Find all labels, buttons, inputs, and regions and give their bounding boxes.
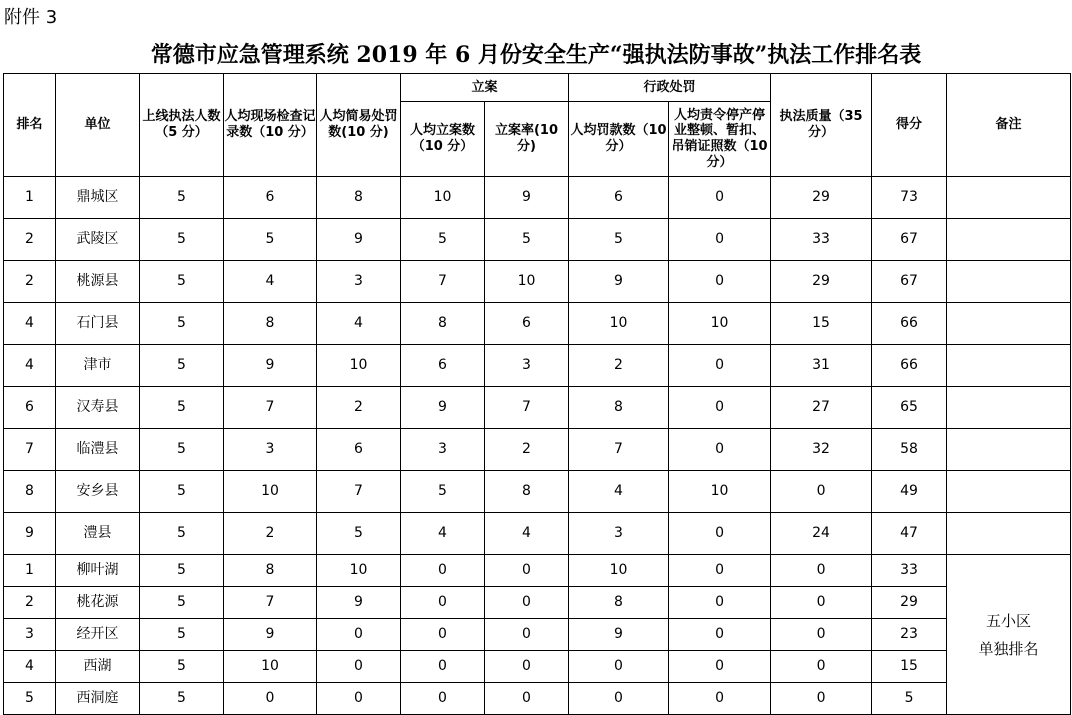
avg-filing-cell: 8 — [401, 303, 485, 345]
unit-cell: 经开区 — [56, 619, 140, 651]
avg-fine-cell: 9 — [569, 261, 669, 303]
col-remark: 备注 — [947, 74, 1071, 177]
score-cell: 33 — [872, 555, 947, 587]
rank-cell: 3 — [4, 619, 56, 651]
score-cell: 73 — [872, 177, 947, 219]
remark-line-1: 五小区 — [986, 611, 1032, 630]
quality-cell: 32 — [771, 429, 872, 471]
inspection-cell: 2 — [224, 513, 317, 555]
online-cell: 5 — [140, 387, 224, 429]
score-cell: 66 — [872, 303, 947, 345]
table-row — [4, 177, 1071, 219]
unit-cell: 汉寿县 — [56, 387, 140, 429]
avg-fine-cell: 6 — [569, 177, 669, 219]
online-cell: 5 — [140, 651, 224, 683]
filing-rate-cell: 6 — [485, 303, 569, 345]
col-simple-penalty: 人均简易处罚数(10 分) — [317, 74, 401, 177]
online-cell: 5 — [140, 429, 224, 471]
rank-cell: 6 — [4, 387, 56, 429]
suspension-cell: 0 — [669, 345, 771, 387]
inspection-cell: 3 — [224, 429, 317, 471]
quality-cell: 0 — [771, 471, 872, 513]
simple-penalty-cell: 8 — [317, 177, 401, 219]
simple-penalty-cell: 9 — [317, 219, 401, 261]
unit-cell: 西洞庭 — [56, 683, 140, 715]
quality-cell: 0 — [771, 651, 872, 683]
table-row — [4, 471, 1071, 513]
inspection-cell: 8 — [224, 303, 317, 345]
unit-cell: 桃源县 — [56, 261, 140, 303]
unit-cell: 临澧县 — [56, 429, 140, 471]
rank-cell: 4 — [4, 345, 56, 387]
avg-fine-cell: 7 — [569, 429, 669, 471]
filing-rate-cell: 5 — [485, 219, 569, 261]
table-row — [4, 345, 1071, 387]
table-row — [4, 513, 1071, 555]
page-title: 常德市应急管理系统 2019 年 6 月份安全生产“强执法防事故”执法工作排名表 — [150, 42, 922, 68]
score-cell: 5 — [872, 683, 947, 715]
simple-penalty-cell: 6 — [317, 429, 401, 471]
avg-fine-cell: 10 — [569, 555, 669, 587]
unit-cell: 桃花源 — [56, 587, 140, 619]
rank-cell: 4 — [4, 651, 56, 683]
unit-cell: 柳叶湖 — [56, 555, 140, 587]
simple-penalty-cell: 5 — [317, 513, 401, 555]
remark-cell — [947, 345, 1071, 387]
avg-fine-cell: 4 — [569, 471, 669, 513]
quality-cell: 0 — [771, 683, 872, 715]
suspension-cell: 0 — [669, 555, 771, 587]
col-group-admin: 行政处罚 — [569, 74, 771, 102]
quality-cell: 29 — [771, 177, 872, 219]
filing-rate-cell: 0 — [485, 587, 569, 619]
score-cell: 49 — [872, 471, 947, 513]
score-cell: 58 — [872, 429, 947, 471]
table-row — [4, 683, 1071, 715]
rank-cell: 8 — [4, 471, 56, 513]
table-row — [4, 303, 1071, 345]
avg-filing-cell: 9 — [401, 387, 485, 429]
suspension-cell: 10 — [669, 303, 771, 345]
avg-filing-cell: 0 — [401, 555, 485, 587]
quality-cell: 31 — [771, 345, 872, 387]
avg-fine-cell: 2 — [569, 345, 669, 387]
inspection-cell: 0 — [224, 683, 317, 715]
rank-cell: 1 — [4, 555, 56, 587]
rank-cell: 1 — [4, 177, 56, 219]
simple-penalty-cell: 0 — [317, 619, 401, 651]
avg-fine-cell: 9 — [569, 619, 669, 651]
rank-cell: 7 — [4, 429, 56, 471]
suspension-cell: 0 — [669, 429, 771, 471]
online-cell: 5 — [140, 345, 224, 387]
table-row — [4, 651, 1071, 683]
inspection-cell: 6 — [224, 177, 317, 219]
online-cell: 5 — [140, 555, 224, 587]
rank-cell: 2 — [4, 587, 56, 619]
avg-fine-cell: 0 — [569, 651, 669, 683]
remark-cell — [947, 177, 1071, 219]
filing-rate-cell: 0 — [485, 555, 569, 587]
filing-rate-cell: 0 — [485, 651, 569, 683]
unit-cell: 澧县 — [56, 513, 140, 555]
suspension-cell: 0 — [669, 261, 771, 303]
table-row — [4, 429, 1071, 471]
avg-fine-cell: 5 — [569, 219, 669, 261]
quality-cell: 29 — [771, 261, 872, 303]
quality-cell: 33 — [771, 219, 872, 261]
quality-cell: 0 — [771, 587, 872, 619]
table-row — [4, 387, 1071, 429]
table-row — [4, 219, 1071, 261]
avg-filing-cell: 7 — [401, 261, 485, 303]
online-cell: 5 — [140, 261, 224, 303]
remark-cell — [947, 513, 1071, 555]
suspension-cell: 10 — [669, 471, 771, 513]
quality-cell: 15 — [771, 303, 872, 345]
rank-cell: 2 — [4, 219, 56, 261]
quality-cell: 24 — [771, 513, 872, 555]
inspection-cell: 9 — [224, 345, 317, 387]
online-cell: 5 — [140, 177, 224, 219]
unit-cell: 安乡县 — [56, 471, 140, 513]
avg-filing-cell: 5 — [401, 471, 485, 513]
avg-filing-cell: 0 — [401, 587, 485, 619]
rank-cell: 2 — [4, 261, 56, 303]
col-inspection: 人均现场检查记录数（10 分） — [224, 74, 317, 177]
col-quality: 执法质量（35 分） — [771, 74, 872, 177]
inspection-cell: 4 — [224, 261, 317, 303]
avg-fine-cell: 3 — [569, 513, 669, 555]
simple-penalty-cell: 3 — [317, 261, 401, 303]
unit-cell: 武陵区 — [56, 219, 140, 261]
avg-filing-cell: 0 — [401, 619, 485, 651]
filing-rate-cell: 0 — [485, 619, 569, 651]
avg-filing-cell: 6 — [401, 345, 485, 387]
simple-penalty-cell: 0 — [317, 651, 401, 683]
table-row — [4, 261, 1071, 303]
inspection-cell: 10 — [224, 651, 317, 683]
ranking-table — [3, 73, 1071, 715]
score-cell: 29 — [872, 587, 947, 619]
score-cell: 66 — [872, 345, 947, 387]
avg-fine-cell: 0 — [569, 683, 669, 715]
simple-penalty-cell: 2 — [317, 387, 401, 429]
rank-cell: 5 — [4, 683, 56, 715]
col-score: 得分 — [872, 74, 947, 177]
col-filing-rate: 立案率(10 分) — [485, 102, 569, 177]
suspension-cell: 0 — [669, 587, 771, 619]
filing-rate-cell: 3 — [485, 345, 569, 387]
suspension-cell: 0 — [669, 177, 771, 219]
col-rank: 排名 — [4, 74, 56, 177]
col-online: 上线执法人数（5 分） — [140, 74, 224, 177]
suspension-cell: 0 — [669, 513, 771, 555]
unit-cell: 西湖 — [56, 651, 140, 683]
unit-cell: 石门县 — [56, 303, 140, 345]
quality-cell: 27 — [771, 387, 872, 429]
online-cell: 5 — [140, 619, 224, 651]
remark-cell — [947, 261, 1071, 303]
avg-filing-cell: 0 — [401, 683, 485, 715]
attachment-label: 附件 3 — [4, 7, 58, 28]
remark-cell — [947, 387, 1071, 429]
quality-cell: 0 — [771, 619, 872, 651]
remark-line-2: 单独排名 — [978, 639, 1039, 658]
remark-cell — [947, 471, 1071, 513]
suspension-cell: 0 — [669, 651, 771, 683]
avg-fine-cell: 8 — [569, 587, 669, 619]
unit-cell: 鼎城区 — [56, 177, 140, 219]
filing-rate-cell: 8 — [485, 471, 569, 513]
table-row — [4, 555, 1071, 587]
filing-rate-cell: 0 — [485, 683, 569, 715]
avg-filing-cell: 5 — [401, 219, 485, 261]
score-cell: 15 — [872, 651, 947, 683]
filing-rate-cell: 4 — [485, 513, 569, 555]
quality-cell: 0 — [771, 555, 872, 587]
filing-rate-cell: 2 — [485, 429, 569, 471]
remark-cell — [947, 219, 1071, 261]
col-avg-filing: 人均立案数（10 分） — [401, 102, 485, 177]
score-cell: 23 — [872, 619, 947, 651]
simple-penalty-cell: 7 — [317, 471, 401, 513]
score-cell: 67 — [872, 219, 947, 261]
filing-rate-cell: 9 — [485, 177, 569, 219]
simple-penalty-cell: 10 — [317, 345, 401, 387]
online-cell: 5 — [140, 513, 224, 555]
col-unit: 单位 — [56, 74, 140, 177]
avg-fine-cell: 8 — [569, 387, 669, 429]
avg-filing-cell: 4 — [401, 513, 485, 555]
online-cell: 5 — [140, 303, 224, 345]
suspension-cell: 0 — [669, 683, 771, 715]
rank-cell: 9 — [4, 513, 56, 555]
avg-fine-cell: 10 — [569, 303, 669, 345]
inspection-cell: 5 — [224, 219, 317, 261]
table-row — [4, 619, 1071, 651]
table-row — [4, 587, 1071, 619]
col-suspension: 人均责令停产停业整顿、暂扣、吊销证照数（10 分） — [669, 102, 771, 177]
inspection-cell: 8 — [224, 555, 317, 587]
online-cell: 5 — [140, 471, 224, 513]
score-cell: 65 — [872, 387, 947, 429]
simple-penalty-cell: 9 — [317, 587, 401, 619]
remark-small-districts — [947, 555, 1071, 715]
online-cell: 5 — [140, 587, 224, 619]
inspection-cell: 7 — [224, 587, 317, 619]
suspension-cell: 0 — [669, 619, 771, 651]
remark-cell — [947, 303, 1071, 345]
inspection-cell: 10 — [224, 471, 317, 513]
suspension-cell: 0 — [669, 219, 771, 261]
avg-filing-cell: 10 — [401, 177, 485, 219]
avg-filing-cell: 3 — [401, 429, 485, 471]
avg-filing-cell: 0 — [401, 651, 485, 683]
simple-penalty-cell: 10 — [317, 555, 401, 587]
inspection-cell: 9 — [224, 619, 317, 651]
inspection-cell: 7 — [224, 387, 317, 429]
col-avg-fine: 人均罚款数（10 分） — [569, 102, 669, 177]
filing-rate-cell: 10 — [485, 261, 569, 303]
suspension-cell: 0 — [669, 387, 771, 429]
unit-cell: 津市 — [56, 345, 140, 387]
remark-cell — [947, 429, 1071, 471]
score-cell: 47 — [872, 513, 947, 555]
col-group-filing: 立案 — [401, 74, 569, 102]
simple-penalty-cell: 0 — [317, 683, 401, 715]
simple-penalty-cell: 4 — [317, 303, 401, 345]
online-cell: 5 — [140, 683, 224, 715]
filing-rate-cell: 7 — [485, 387, 569, 429]
rank-cell: 4 — [4, 303, 56, 345]
online-cell: 5 — [140, 219, 224, 261]
score-cell: 67 — [872, 261, 947, 303]
